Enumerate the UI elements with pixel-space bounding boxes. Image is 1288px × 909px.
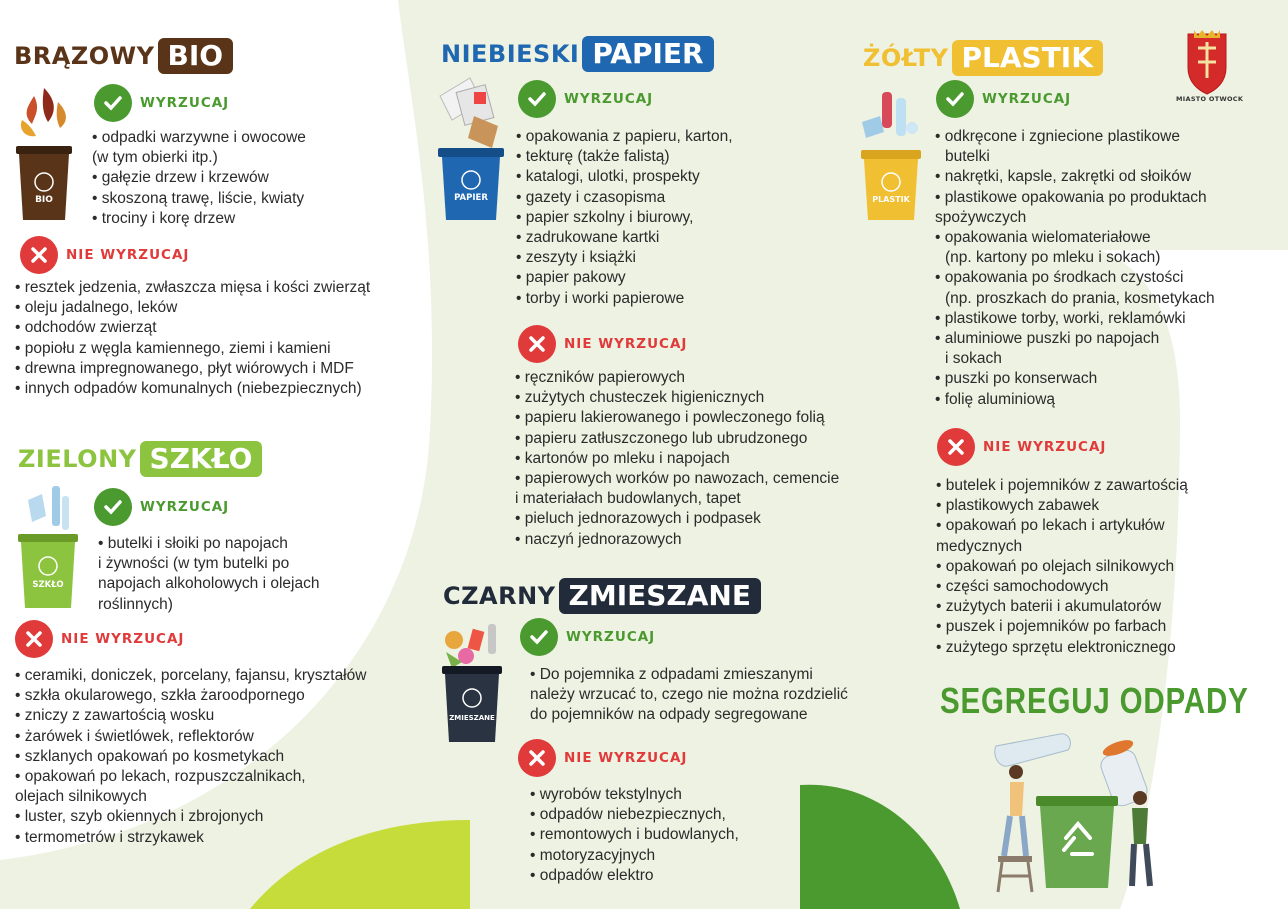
- szklo-title-type: SZKŁO: [140, 441, 263, 477]
- zmieszane-title-color: CZARNY: [443, 582, 556, 610]
- szklo-bin-label: SZKŁO: [32, 580, 64, 590]
- szklo-title: [18, 441, 262, 477]
- list-item: • aluminiowe puszki po napojach: [935, 330, 1160, 348]
- list-item: • papieru lakierowanego i powleczonego folią: [515, 409, 825, 427]
- list-item: • remontowych i budowlanych,: [530, 826, 739, 844]
- city-label: MIASTO OTWOCK: [1176, 95, 1244, 103]
- list-item: • puszki po konserwach: [935, 370, 1098, 388]
- plastik-title-color: ŻÓŁTY: [863, 44, 949, 72]
- list-item: • Do pojemnika z odpadami zmieszanymi: [530, 666, 813, 683]
- zmieszane-yes-text: WYRZUCAJ: [566, 629, 656, 645]
- plastik-bin-label: PLASTIK: [872, 195, 910, 204]
- zmieszane-no-text: NIE WYRZUCAJ: [564, 750, 688, 766]
- plastik-no-text: NIE WYRZUCAJ: [983, 439, 1107, 455]
- bio-title-type: BIO: [158, 38, 234, 74]
- list-item: • oleju jadalnego, leków: [15, 299, 178, 317]
- list-item: • zużytego sprzętu elektronicznego: [936, 638, 1176, 656]
- list-item: • nakrętki, kapsle, zakrętki od słoików: [935, 168, 1192, 186]
- list-item: należy wrzucać to, czego nie można rozdzielić: [530, 686, 848, 704]
- list-item: • części samochodowych: [936, 578, 1109, 596]
- plastik-title-type: PLASTIK: [952, 40, 1103, 76]
- list-item: olejach silnikowych: [15, 788, 147, 806]
- papier-title-type: PAPIER: [582, 36, 713, 72]
- papier-yes-text: WYRZUCAJ: [564, 91, 654, 107]
- cross-icon: [518, 739, 556, 777]
- bio-no-list: [15, 278, 370, 399]
- zmieszane-yes-list: [530, 665, 848, 726]
- list-item: • ceramiki, doniczek, porcelany, fajansu, kryształów: [15, 667, 367, 684]
- list-item: • wyrobów tekstylnych: [530, 786, 682, 803]
- plastik-yes-list: [935, 127, 1215, 410]
- list-item: • opakowania po środkach czystości: [935, 269, 1184, 287]
- list-item: • butelki i słoiki po napojach: [98, 535, 288, 552]
- bio-yes-label: [94, 84, 229, 122]
- zmieszane-bin-icon: [440, 622, 504, 746]
- list-item: • puszek i pojemników po farbach: [936, 618, 1167, 636]
- list-item: • papieru zatłuszczonego lub ubrudzonego: [515, 429, 808, 447]
- list-item: • gazety i czasopisma: [516, 188, 666, 206]
- szklo-no-list: [15, 666, 366, 848]
- szklo-title-color: ZIELONY: [18, 445, 137, 473]
- list-item: do pojemników na odpady segregowane: [530, 706, 808, 724]
- cross-icon: [937, 428, 975, 466]
- list-item: • kartonów po mleku i napojach: [515, 449, 730, 467]
- list-item: • torby i worki papierowe: [516, 289, 685, 307]
- szklo-no-text: NIE WYRZUCAJ: [61, 631, 185, 647]
- list-item: • popiołu z węgla kamiennego, ziemi i kamieni: [15, 339, 331, 357]
- szklo-yes-text: WYRZUCAJ: [140, 499, 230, 515]
- papier-bin-icon: [436, 76, 506, 224]
- list-item: roślinnych): [98, 595, 173, 613]
- list-item: • opakowań po lekach, rozpuszczalnikach,: [15, 768, 306, 786]
- plastik-title: [863, 40, 1103, 76]
- papier-yes-list: [516, 127, 733, 309]
- papier-title: [441, 36, 714, 72]
- papier-title-color: NIEBIESKI: [441, 40, 580, 68]
- zmieszane-title-type: ZMIESZANE: [559, 578, 761, 614]
- bio-no-text: NIE WYRZUCAJ: [66, 247, 190, 263]
- plastik-no-list: [936, 476, 1188, 658]
- slogan: SEGREGUJ ODPADY: [940, 680, 1249, 721]
- cross-icon: [20, 236, 58, 274]
- list-item: • skoszoną trawę, liście, kwiaty: [92, 189, 305, 207]
- bio-bin-icon: [14, 84, 76, 224]
- zmieszane-yes-label: [520, 618, 655, 656]
- zmieszane-bin-label: ZMIESZANE: [449, 714, 495, 722]
- list-item: i materiałach budowlanych, tapet: [515, 490, 741, 508]
- check-icon: [936, 80, 974, 118]
- bio-title: [14, 38, 233, 74]
- list-item: butelki: [945, 148, 990, 166]
- bio-no-label: [20, 236, 189, 274]
- list-item: • odpadki warzywne i owocowe: [92, 129, 306, 146]
- list-item: • opakowania wielomateriałowe: [935, 229, 1151, 247]
- papier-no-label: [518, 325, 687, 363]
- list-item: • odkręcone i zgniecione plastikowe: [935, 128, 1180, 145]
- plastik-yes-label: [936, 80, 1071, 118]
- papier-bin-label: PAPIER: [454, 193, 488, 203]
- cross-icon: [518, 325, 556, 363]
- list-item: • zużytych baterii i akumulatorów: [936, 598, 1162, 616]
- list-item: • folię aluminiową: [935, 390, 1056, 408]
- list-item: • papier pakowy: [516, 269, 626, 287]
- check-icon: [518, 80, 556, 118]
- list-item: • butelek i pojemników z zawartością: [936, 477, 1188, 494]
- people-recycling-illustration: [988, 726, 1168, 896]
- szklo-yes-list: [98, 534, 319, 615]
- list-item: • odchodów zwierząt: [15, 319, 157, 337]
- list-item: • ręczników papierowych: [515, 369, 685, 386]
- list-item: • zużytych chusteczek higienicznych: [515, 389, 765, 407]
- list-item: • innych odpadów komunalnych (niebezpiecznych): [15, 380, 362, 398]
- check-icon: [520, 618, 558, 656]
- list-item: • odpadów niebezpiecznych,: [530, 806, 726, 824]
- zmieszane-no-label: [518, 739, 687, 777]
- list-item: i żywności (w tym butelki po: [98, 555, 290, 573]
- plastik-no-label: [937, 428, 1106, 466]
- szklo-yes-label: [94, 488, 229, 526]
- list-item: • szklanych opakowań po kosmetykach: [15, 747, 285, 765]
- list-item: • papierowych worków po nawozach, cemencie: [515, 470, 840, 488]
- papier-yes-label: [518, 80, 653, 118]
- list-item: • resztek jedzenia, zwłaszcza mięsa i kości zwierząt: [15, 279, 371, 296]
- list-item: • naczyń jednorazowych: [515, 530, 682, 548]
- list-item: • gałęzie drzew i krzewów: [92, 169, 269, 187]
- list-item: • opakowania z papieru, karton,: [516, 128, 733, 145]
- list-item: napojach alkoholowych i olejach: [98, 575, 320, 593]
- list-item: • zniczy z zawartością wosku: [15, 707, 215, 725]
- zmieszane-title: [443, 578, 761, 614]
- papier-no-list: [515, 368, 839, 550]
- list-item: • odpadów elektro: [530, 866, 654, 884]
- bio-title-color: BRĄZOWY: [14, 42, 155, 70]
- list-item: • tekturę (także falistą): [516, 148, 670, 166]
- list-item: • katalogi, ulotki, prospekty: [516, 168, 700, 186]
- list-item: • szkła okularowego, szkła żaroodpornego: [15, 687, 305, 705]
- list-item: • zadrukowane kartki: [516, 229, 660, 247]
- plastik-bin-icon: [858, 86, 924, 224]
- bio-bin-label: BIO: [35, 195, 53, 205]
- list-item: medycznych: [936, 537, 1023, 555]
- list-item: (w tym obierki itp.): [92, 149, 218, 167]
- list-item: • trociny i korę drzew: [92, 209, 236, 227]
- zmieszane-no-list: [530, 785, 739, 886]
- list-item: • pieluch jednorazowych i podpasek: [515, 510, 761, 528]
- list-item: spożywczych: [935, 208, 1027, 226]
- bio-yes-text: WYRZUCAJ: [140, 95, 230, 111]
- city-crest-icon: [1180, 28, 1234, 104]
- list-item: • zeszyty i książki: [516, 249, 636, 267]
- papier-no-text: NIE WYRZUCAJ: [564, 336, 688, 352]
- list-item: • żarówek i świetlówek, reflektorów: [15, 727, 254, 745]
- check-icon: [94, 488, 132, 526]
- list-item: • termometrów i strzykawek: [15, 828, 204, 846]
- list-item: • plastikowe torby, worki, reklamówki: [935, 309, 1186, 327]
- szklo-no-label: [15, 620, 184, 658]
- list-item: • plastikowe opakowania po produktach: [935, 188, 1207, 206]
- list-item: i sokach: [945, 350, 1002, 368]
- bio-yes-list: [92, 128, 306, 229]
- list-item: • opakowań po lekach i artykułów: [936, 517, 1165, 535]
- check-icon: [94, 84, 132, 122]
- cross-icon: [15, 620, 53, 658]
- list-item: • opakowań po olejach silnikowych: [936, 557, 1175, 575]
- list-item: • motoryzacyjnych: [530, 846, 656, 864]
- list-item: (np. proszkach do prania, kosmetykach: [945, 289, 1215, 307]
- plastik-yes-text: WYRZUCAJ: [982, 91, 1072, 107]
- szklo-bin-icon: [16, 486, 80, 612]
- list-item: • papier szkolny i biurowy,: [516, 208, 694, 226]
- list-item: • plastikowych zabawek: [936, 497, 1100, 515]
- list-item: • luster, szyb okiennych i zbrojonych: [15, 808, 264, 826]
- list-item: • drewna impregnowanego, płyt wiórowych i MDF: [15, 359, 354, 377]
- list-item: (np. kartony po mleku i sokach): [945, 249, 1161, 267]
